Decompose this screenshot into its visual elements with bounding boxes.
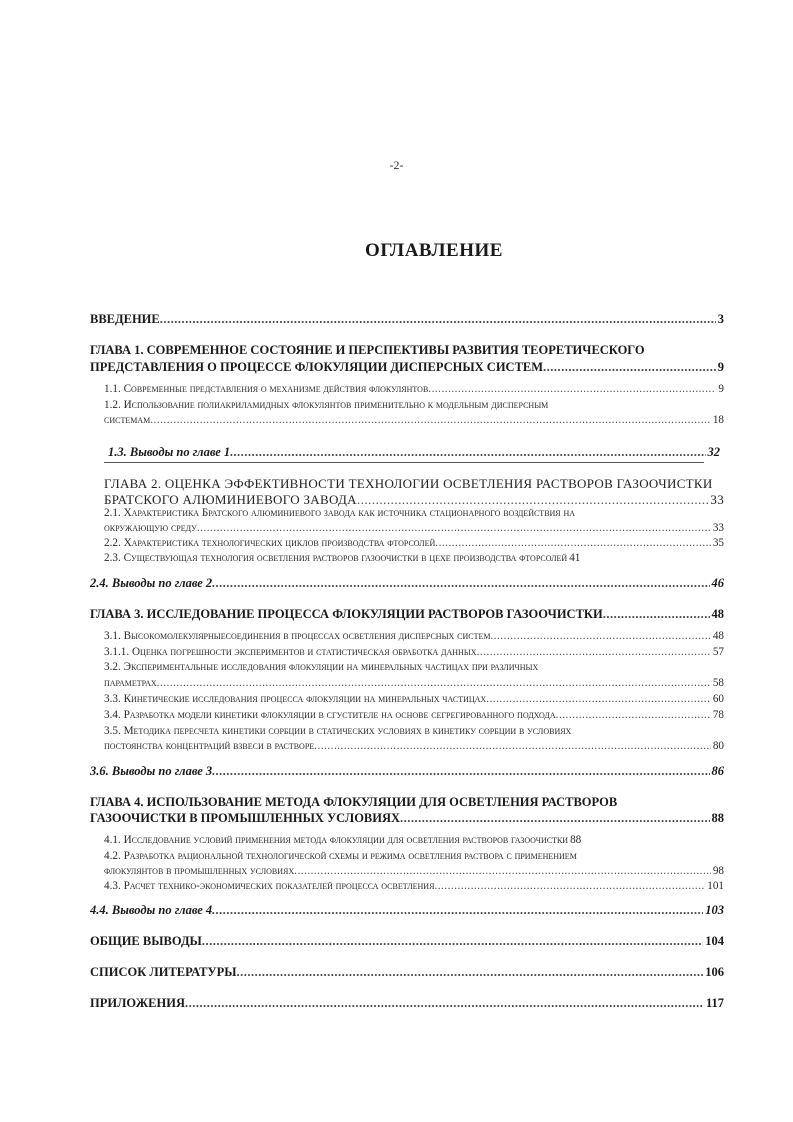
toc-page: 103 — [705, 903, 724, 917]
toc-label: ВВЕДЕНИЕ — [90, 312, 160, 326]
toc-page: 98 — [712, 865, 724, 877]
toc-page: 3 — [717, 312, 724, 326]
toc-page: 88 — [711, 811, 724, 825]
toc-label: 3.4. Разработка модели кинетики флокуляции в сгустителе на основе сегрегированного подхода — [104, 709, 556, 721]
toc-label: 3.1.1. Оценка погрешности экспериментов и статистическая обработка данных — [104, 646, 477, 658]
toc-entry-3-2-line1: 3.2. Экспериментальные исследования флокуляции на минеральных частицах при различных — [104, 661, 539, 673]
toc-entry-4-3 — [104, 880, 724, 892]
toc-entry-2-1 — [104, 522, 724, 534]
toc-entry-2-1-line1: 2.1. Характеристика Братского алюминиевого завода как источника стационарного воздействия на — [104, 507, 575, 519]
toc-entry-3-6 — [90, 764, 724, 779]
toc-entry-3-5-line1: 3.5. Методика пересчета кинетики сорбции в статических условиях в кинетику сорбции в условиях — [104, 725, 572, 737]
toc-entry-2-2 — [104, 537, 724, 549]
toc-label: ОБЩИЕ ВЫВОДЫ — [90, 934, 202, 948]
toc-entry-4-4 — [90, 903, 724, 918]
toc-label: 3.6. Выводы по главе 3 — [90, 764, 213, 778]
toc-label: 1.1. Современные представления о механизме действия флокулянтов — [104, 383, 429, 395]
toc-label: 4.1. Исследование условий применения метода флокуляции для осветления растворов газоочистки — [104, 834, 569, 846]
toc-page: 33 — [712, 522, 724, 534]
toc-label: 4.4. Выводы по главе 4 — [90, 903, 213, 917]
page-number: -2- — [389, 158, 404, 172]
toc-label: постоянства концентраций взвеси в растворе — [104, 740, 315, 752]
toc-chapter-4 — [90, 811, 724, 826]
toc-entry-3-5 — [104, 740, 724, 752]
toc-chapter-3 — [90, 607, 724, 622]
toc-page: 32 — [707, 445, 720, 459]
toc-page: 86 — [711, 764, 724, 778]
toc-entry-2-4 — [90, 576, 724, 591]
toc-label: параметрах — [104, 677, 157, 689]
toc-page: 33 — [710, 492, 724, 507]
toc-label: окружающую среду — [104, 522, 197, 534]
toc-page: 60 — [712, 693, 724, 705]
toc-label: 3.1. Высокомолекулярныесоединения в процессах осветления дисперсных систем — [104, 630, 491, 642]
toc-label: 3.3. Кинетические исследования процесса флокуляции на минеральных частицах — [104, 693, 487, 705]
toc-entry-3-1-1 — [104, 646, 724, 658]
toc-page: 88 — [570, 834, 582, 846]
toc-label: флокулянтов в промышленных условиях — [104, 865, 295, 877]
toc-label: 2.2. Характеристика технологических циклов производства фторсолей — [104, 537, 436, 549]
page-title: ОГЛАВЛЕНИЕ — [365, 240, 503, 261]
toc-entry-1-2 — [104, 414, 724, 426]
toc-page: 104 — [705, 934, 724, 948]
toc-entry-4-1 — [104, 834, 724, 846]
toc-entry-3-4 — [104, 709, 724, 721]
toc-label: 2.4. Выводы по главе 2 — [90, 576, 213, 590]
toc-page: 41 — [569, 552, 581, 564]
toc-label: 2.3. Существующая технология осветления растворов газоочистки в цехе производства фторсолей — [104, 552, 568, 564]
toc-entry-4-2 — [104, 865, 724, 877]
toc-chapter-1-line1: ГЛАВА 1. СОВРЕМЕННОЕ СОСТОЯНИЕ И ПЕРСПЕКТИВЫ РАЗВИТИЯ ТЕОРЕТИЧЕСКОГО — [90, 343, 645, 357]
toc-chapter-1 — [90, 360, 724, 375]
toc-label: системам — [104, 414, 151, 426]
toc-entry-general-conclusions — [90, 934, 724, 949]
toc-label: ПРИЛОЖЕНИЯ — [90, 996, 185, 1010]
toc-entry-1-3 — [108, 445, 720, 460]
toc-chapter-4-line1: ГЛАВА 4. ИСПОЛЬЗОВАНИЕ МЕТОДА ФЛОКУЛЯЦИИ ДЛЯ ОСВЕТЛЕНИЯ РАСТВОРОВ — [90, 795, 618, 809]
toc-entry-3-1 — [104, 630, 724, 642]
toc-page: 57 — [712, 646, 724, 658]
toc-page: 48 — [711, 607, 724, 621]
toc-page: 106 — [705, 965, 724, 979]
toc-label: 4.3. Расчет технико-экономических показателей процесса осветления — [104, 880, 435, 892]
toc-page: 58 — [712, 677, 724, 689]
toc-page: 9 — [717, 360, 724, 374]
toc-entry-3-3 — [104, 693, 724, 705]
toc-label: 1.3. Выводы по главе 1 — [108, 445, 231, 459]
toc-entry-references — [90, 965, 724, 980]
toc-label: БРАТСКОГО АЛЮМИНИЕВОГО ЗАВОДА — [104, 492, 357, 507]
toc-entry-intro — [90, 312, 724, 327]
toc-page: 18 — [712, 414, 724, 426]
toc-entry-1-1 — [104, 383, 724, 395]
toc-page: 78 — [712, 709, 724, 721]
toc-entry-1-2-line1: 1.2. Использование полиакриламидных флокулянтов применительно к модельным дисперсным — [104, 399, 549, 411]
toc-label: ПРЕДСТАВЛЕНИЯ О ПРОЦЕССЕ ФЛОКУЛЯЦИИ ДИСПЕРСНЫХ СИСТЕМ — [90, 360, 544, 374]
toc-entry-3-2 — [104, 677, 724, 689]
divider — [104, 462, 704, 463]
toc-page: 101 — [707, 880, 724, 892]
toc-page: 48 — [712, 630, 724, 642]
toc-chapter-2-line1: ГЛАВА 2. ОЦЕНКА ЭФФЕКТИВНОСТИ ТЕХНОЛОГИИ ОСВЕТЛЕНИЯ РАСТВОРОВ ГАЗООЧИСТКИ — [104, 476, 713, 491]
toc-page: 117 — [705, 996, 724, 1010]
toc-entry-appendices — [90, 996, 724, 1011]
toc-label: ГЛАВА 3. ИССЛЕДОВАНИЕ ПРОЦЕССА ФЛОКУЛЯЦИИ РАСТВОРОВ ГАЗООЧИСТКИ — [90, 607, 603, 621]
toc-page: 9 — [718, 383, 724, 395]
toc-page: 35 — [712, 537, 724, 549]
toc-entry-4-2-line1: 4.2. Разработка рациональной технологической схемы и режима осветления раствора с применением — [104, 850, 577, 862]
toc-label: СПИСОК ЛИТЕРАТУРЫ — [90, 965, 237, 979]
toc-label: ГАЗООЧИСТКИ В ПРОМЫШЛЕННЫХ УСЛОВИЯХ — [90, 811, 401, 825]
toc-page: 46 — [711, 576, 724, 590]
toc-page: 80 — [712, 740, 724, 752]
toc-chapter-2 — [104, 492, 724, 508]
toc-entry-2-3 — [104, 552, 724, 564]
